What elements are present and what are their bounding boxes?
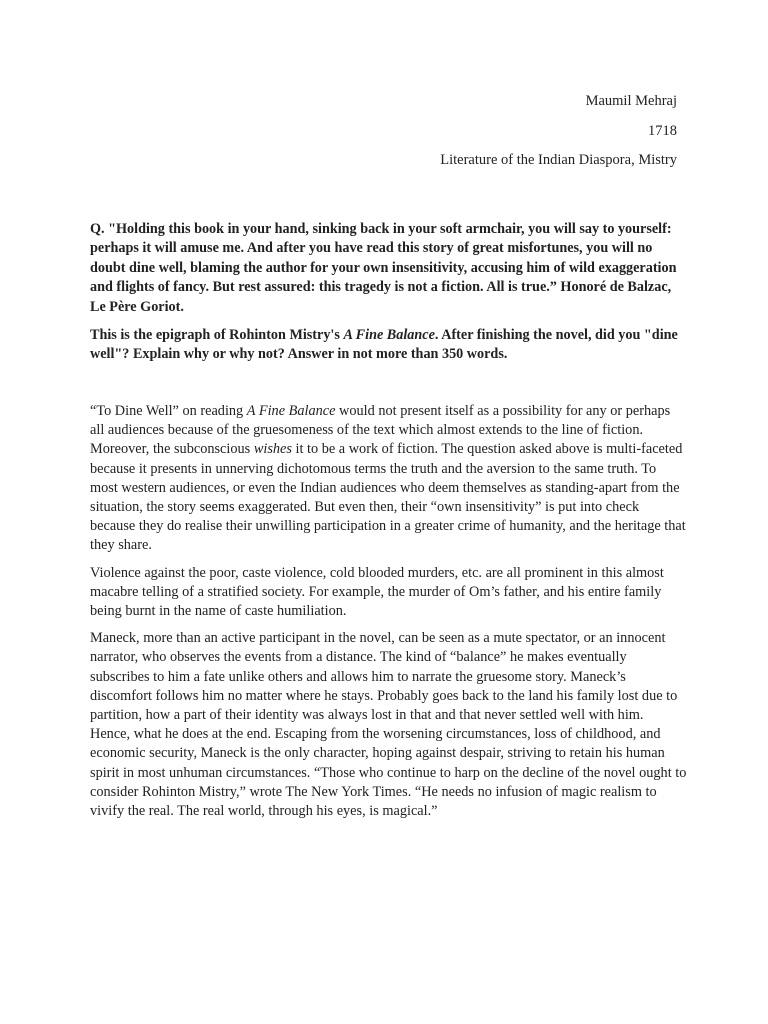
p1-novel-title: A Fine Balance [246, 403, 336, 419]
p1-text-b: would not present itself as a possibility for any or perhaps all audiences because of the gruesomeness of the text which almost extends to the line of fiction. Moreover, the subconscious [90, 403, 671, 458]
question-quote: Q. "Holding this book in your hand, sinking back in your soft armchair, you will say to yourself: perhaps it will amuse me. And after you have read this story of great misfortunes, you will no doubt dine well, blaming the author for your own insensitivity, accusing him of wild exaggeration and flights of fancy. But rest assured: this tragedy is not a fiction. All is true.” Honoré de Balzac, Le Père Goriot. [90, 221, 677, 315]
prompt-text-start: This is the epigraph of Rohinton Mistry's [90, 327, 344, 344]
novel-title: A Fine Balance [343, 327, 435, 344]
prompt-text-end: . After finishing the novel, did you "dine well"? Explain why or why not? Answer in not more than 350 words. [90, 327, 678, 363]
question-prompt [90, 326, 685, 365]
question-block [90, 220, 685, 374]
header-block [440, 90, 677, 179]
essay-paragraph-3: Maneck, more than an active participant in the novel, can be seen as a mute spectator, or an innocent narrator, who observes the events from a distance. The kind of “balance” he makes eventually subscribes to him a fate unlike others and allows him to narrate the gruesome story. Maneck’s discomfort follows him no matter where he stays. Probably goes back to the land his family lost due to partition, how a part of their identity was always lost in that and that never settled well with him. Hence, what he does at the end. Escaping from the worsening circumstances, loss of childhood, and economic security, Maneck is the only character, hoping against despair, striving to retain his human spirit in most unhuman circumstances. “Those who continue to harp on the decline of the novel ought to consider Rohinton Mistry,” wrote The New York Times. “He needs no infusion of magic realism to vivify the real. The real world, through his eyes, is magical.” [90, 630, 687, 820]
author-name: Maumil Mehraj [585, 93, 677, 109]
p1-wishes-emphasis: wishes [253, 441, 292, 458]
essay-body [90, 402, 687, 829]
p1-text-a: “To Dine Well” on reading [90, 403, 247, 419]
essay-paragraph-1 [90, 402, 687, 556]
course-title: Literature of the Indian Diaspora, Mistry [440, 152, 677, 168]
id-number: 1718 [648, 122, 677, 139]
essay-paragraph-2: Violence against the poor, caste violence, cold blooded murders, etc. are all prominent in this almost macabre telling of a stratified society. For example, the murder of Om’s father, and his entire family being burnt in the name of caste humiliation. [90, 564, 664, 620]
p1-text-c: it to be a work of fiction. The question asked above is multi-faceted because it presents in unnerving dichotomous terms the truth and the aversion to the same truth. To most western audiences, or even the Indian audiences who deem themselves as standing-apart from the situation, the story seems exaggerated. But even then, their “own insensitivity” is put into check because they do realise their unwilling participation in a greater crime of humanity, and the heritage that they share. [90, 441, 686, 554]
